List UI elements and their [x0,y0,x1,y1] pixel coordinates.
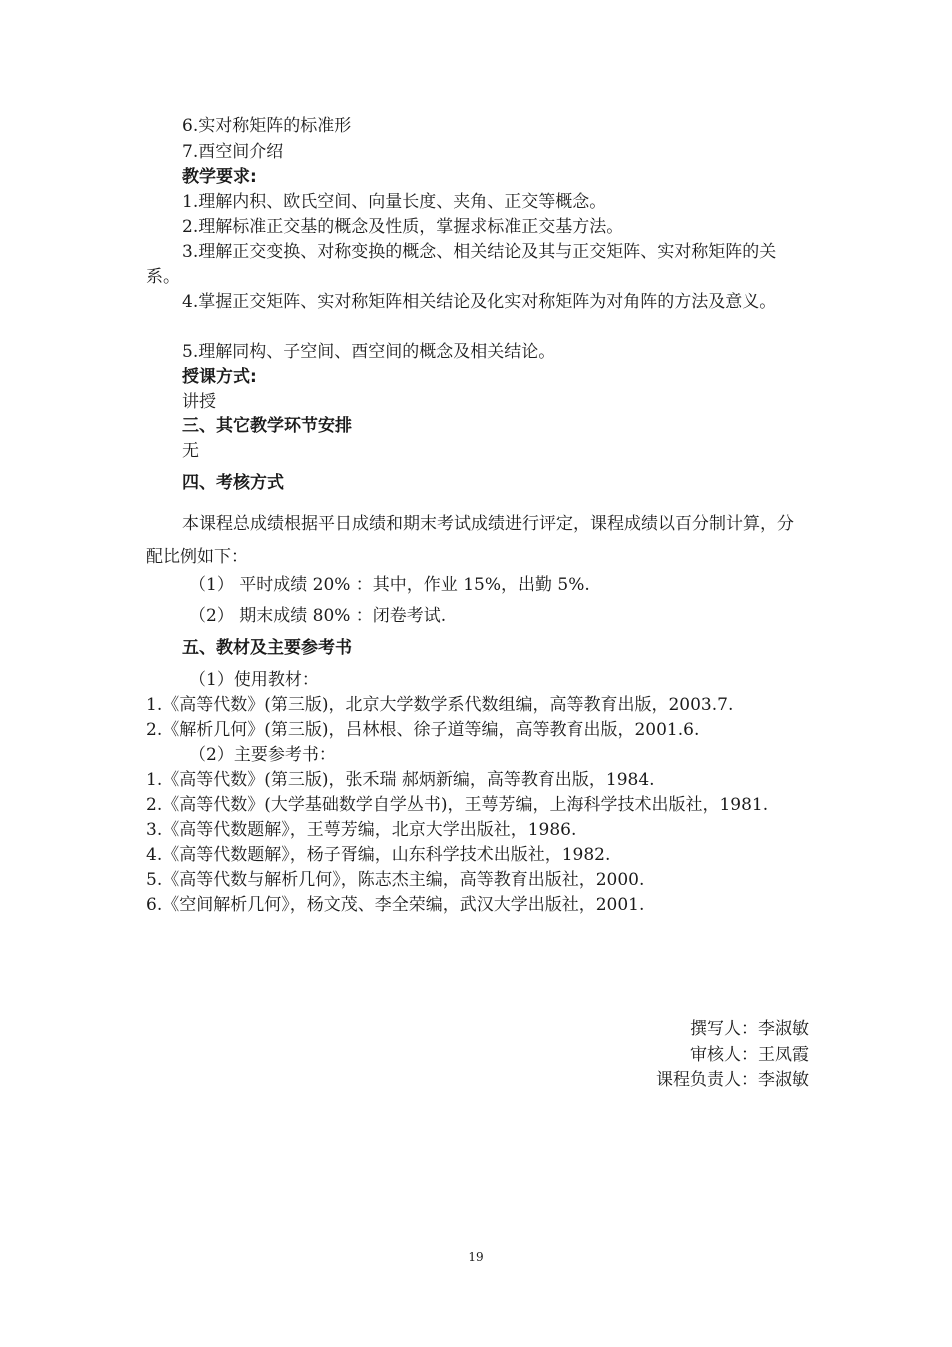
reference-item: 6.《空间解析几何》，杨文茂、李全荣编，武汉大学出版社，2001. [146,895,645,915]
signature-course-lead: 课程负责人：李淑敏 [656,1070,809,1090]
textbooks-heading: （1）使用教材： [189,670,319,690]
method-text: 讲授 [182,392,216,412]
signature-reviewer: 审核人：王凤霞 [690,1045,809,1065]
outline-item: 6.实对称矩阵的标准形 [182,116,352,136]
reference-item: 1.《高等代数》(第三版)，张禾瑞 郝炳新编，高等教育出版，1984. [146,770,655,790]
reference-item: 2.《高等代数》(大学基础数学自学丛书)，王萼芳编，上海科学技术出版社，1981. [146,795,769,815]
signature-author: 撰写人：李淑敏 [690,1019,809,1039]
reference-item: 5.《高等代数与解析几何》，陈志杰主编，高等教育出版社，2000. [146,870,645,890]
section3-text: 无 [182,441,199,461]
textbook-item: 2.《解析几何》(第三版)，吕林根、徐子道等编，高等教育出版，2001.6. [146,720,700,740]
section3-heading: 三、其它教学环节安排 [182,416,352,436]
page-number: 19 [468,1250,484,1264]
reference-item: 3.《高等代数题解》，王萼芳编，北京大学出版社，1986. [146,820,577,840]
method-heading: 授课方式: [182,367,257,387]
reference-item: 4.《高等代数题解》，杨子胥编，山东科学技术出版社，1982. [146,845,611,865]
textbook-item: 1.《高等代数》(第三版)，北京大学数学系代数组编，高等教育出版，2003.7. [146,695,734,715]
requirements-heading: 教学要求: [182,167,257,187]
requirement-item: 3.理解正交变换、对称变换的概念、相关结论及其与正交矩阵、实对称矩阵的关系。 [146,242,777,287]
section5-heading: 五、教材及主要参考书 [182,638,352,658]
references-heading: （2）主要参考书： [189,745,336,765]
requirement-item: 4.掌握正交矩阵、实对称矩阵相关结论及化实对称矩阵为对角阵的方法及意义。 [182,292,777,312]
requirement-item: 2.理解标准正交基的概念及性质，掌握求标准正交基方法。 [182,217,624,237]
grading-item: （2） 期末成绩 80% ：闭卷考试. [189,606,447,626]
section4-heading: 四、考核方式 [182,473,284,493]
outline-item: 7.酉空间介绍 [182,142,284,162]
requirement-item: 1.理解内积、欧氏空间、向量长度、夹角、正交等概念。 [182,192,607,212]
grading-item: （1） 平时成绩 20% ：其中，作业 15%，出勤 5%. [189,575,590,595]
section4-paragraph: 本课程总成绩根据平日成绩和期末考试成绩进行评定，课程成绩以百分制计算，分配比例如下： [146,514,794,567]
requirement-item: 5.理解同构、子空间、酉空间的概念及相关结论。 [182,342,556,362]
